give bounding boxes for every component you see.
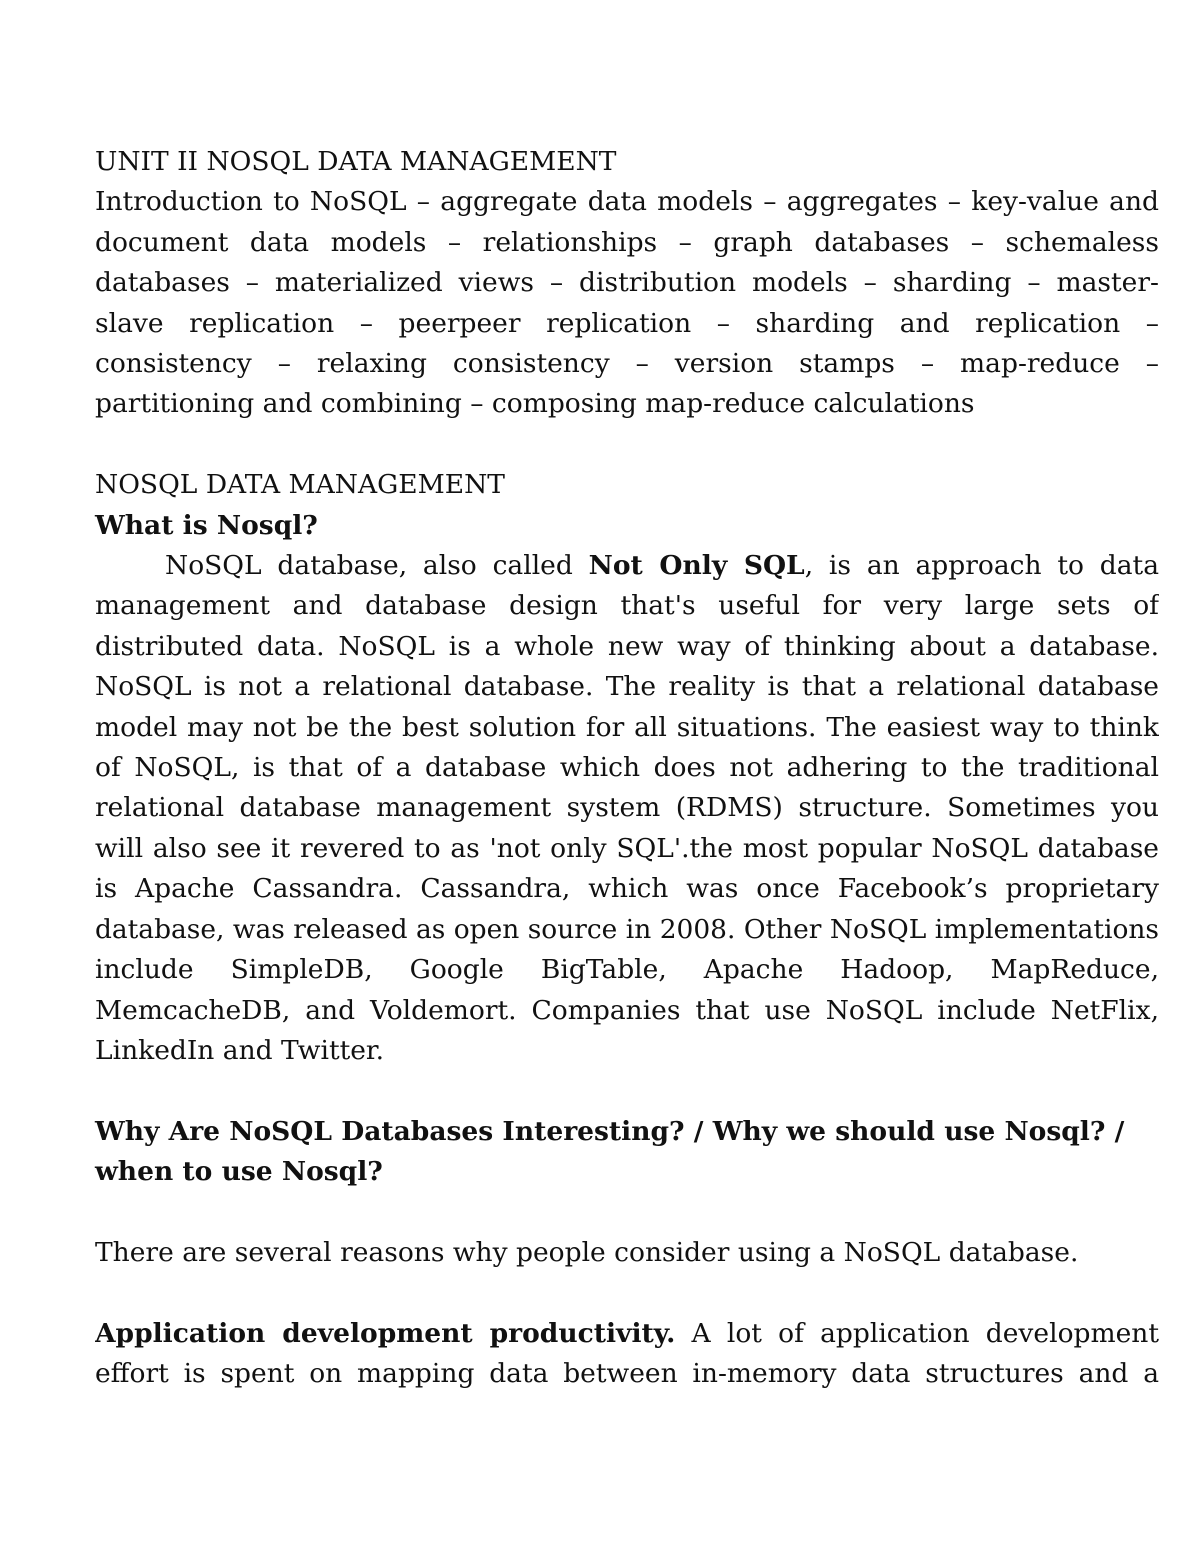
syllabus-line: slave replication – peerpeer replication – sharding and replication –: [95, 307, 1159, 339]
bold-term: Application development productivity.: [95, 1317, 676, 1349]
bold-term: Not Only SQL: [588, 550, 805, 582]
app-dev-paragraph: [95, 1314, 1159, 1395]
paragraph-line: of NoSQL, is that of a database which does not adhering to the traditional: [95, 752, 1159, 784]
syllabus-paragraph: [95, 182, 1159, 424]
paragraph-line: [95, 1314, 1159, 1354]
document-page: [95, 142, 1159, 1395]
syllabus-line: Introduction to NoSQL – aggregate data models – aggregates – key-value and: [95, 186, 1159, 218]
question-heading-text: What is Nosql?: [95, 509, 318, 541]
unit-title: UNIT II NOSQL DATA MANAGEMENT: [95, 146, 617, 177]
paragraph-line: will also see it revered to as 'not only SQL'.the most popular NoSQL database: [95, 832, 1159, 864]
why-heading-text: when to use Nosql?: [95, 1156, 383, 1188]
paragraph-line: NoSQL is not a relational database. The reality is that a relational database: [95, 671, 1159, 703]
blank-line: [95, 1193, 1159, 1233]
question-heading: [95, 506, 1159, 546]
paragraph-line: model may not be the best solution for all situations. The easiest way to think: [95, 711, 1159, 743]
why-heading: [95, 1152, 1159, 1192]
paragraph-text: NoSQL database, also called: [165, 550, 589, 582]
section-title: NOSQL DATA MANAGEMENT: [95, 469, 505, 501]
paragraph-line: is Apache Cassandra. Cassandra, which was once Facebook’s proprietary: [95, 873, 1159, 905]
nosql-definition-paragraph: [95, 546, 1159, 1071]
syllabus-line: partitioning and combining – composing map-reduce calculations: [95, 388, 975, 420]
blank-line: [95, 1071, 1159, 1111]
paragraph-line: management and database design that's useful for very large sets of: [95, 590, 1159, 622]
paragraph-line: include SimpleDB, Google BigTable, Apache Hadoop, MapReduce,: [95, 954, 1159, 986]
blank-line: [95, 1273, 1159, 1313]
paragraph-line: database, was released as open source in 2008. Other NoSQL implementations: [95, 913, 1159, 945]
paragraph-text: A lot of application development: [675, 1317, 1159, 1349]
blank-line: [95, 425, 1159, 465]
paragraph-line: MemcacheDB, and Voldemort. Companies that use NoSQL include NetFlix,: [95, 994, 1159, 1026]
why-heading-text: Why Are NoSQL Databases Interesting? / Why we should use Nosql? /: [95, 1115, 1125, 1147]
why-heading: [95, 1112, 1159, 1152]
paragraph-line: [95, 546, 1159, 586]
paragraph-line: distributed data. NoSQL is a whole new way of thinking about a database.: [95, 630, 1159, 662]
paragraph-line: relational database management system (RDMS) structure. Sometimes you: [95, 792, 1159, 824]
paragraph-text: , is an approach to data: [804, 550, 1159, 582]
syllabus-line: databases – materialized views – distribution models – sharding – master-: [95, 267, 1159, 299]
reasons-intro: There are several reasons why people consider using a NoSQL database.: [95, 1236, 1079, 1268]
syllabus-line: consistency – relaxing consistency – version stamps – map-reduce –: [95, 348, 1159, 380]
paragraph-line: effort is spent on mapping data between in-memory data structures and a: [95, 1358, 1159, 1390]
syllabus-line: document data models – relationships – graph databases – schemaless: [95, 226, 1159, 258]
paragraph-line: LinkedIn and Twitter.: [95, 1034, 385, 1066]
